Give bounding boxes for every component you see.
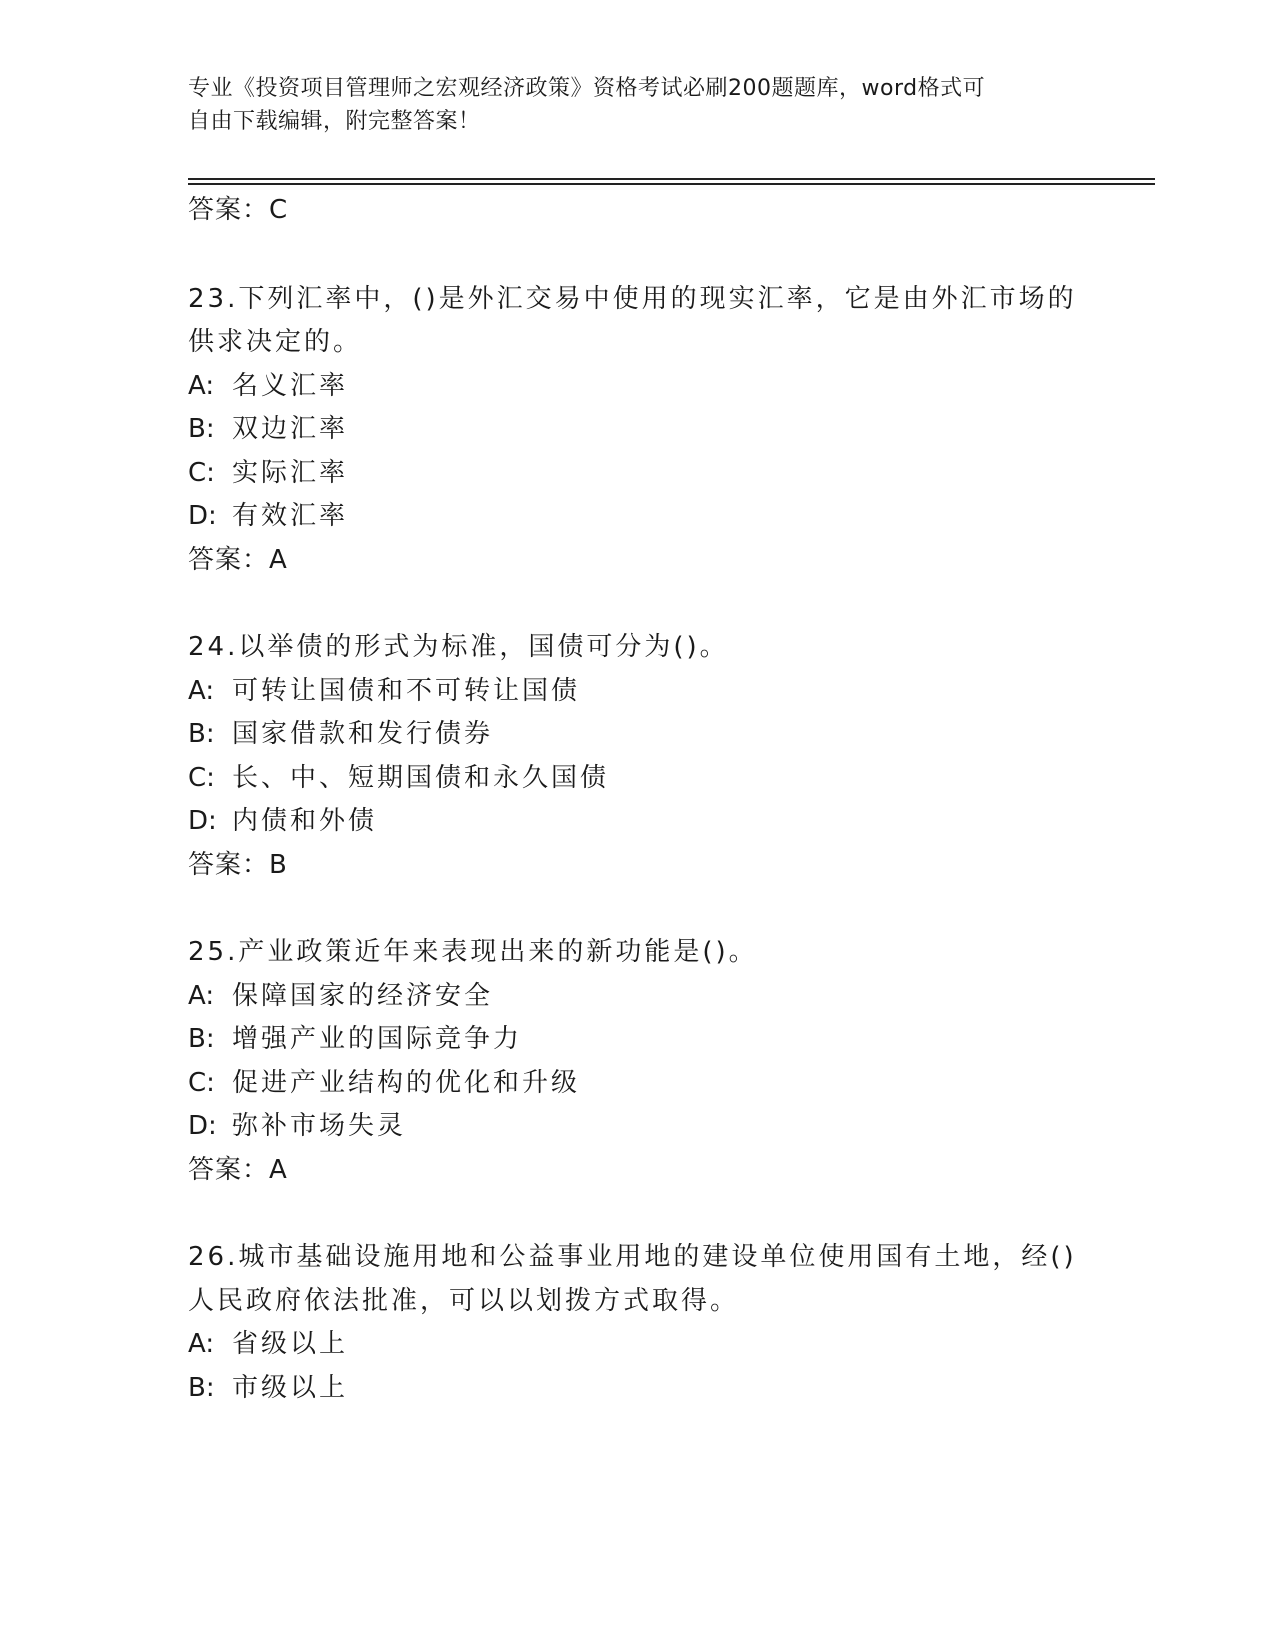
question-24-option-a: [188, 673, 580, 709]
option-letter: B:: [188, 719, 215, 749]
option-letter: C:: [188, 763, 215, 793]
option-letter: B:: [188, 1373, 215, 1403]
option-text: 内债和外债: [232, 806, 378, 836]
question-26-stem-line-2: 人民政府依法批准，可以以划拨方式取得。: [188, 1286, 740, 1316]
header-line-1: 专业《投资项目管理师之宏观经济政策》资格考试必刷200题题库，word格式可: [188, 76, 986, 101]
question-25-stem-line-1: 25.产业政策近年来表现出来的新功能是()。: [188, 937, 758, 967]
option-text: 市级以上: [232, 1373, 349, 1403]
question-26-option-a: [188, 1326, 348, 1362]
question-25-option-b: [188, 1021, 522, 1057]
question-25-answer: 答案：A: [188, 1155, 288, 1185]
header-line-2: 自由下载编辑，附完整答案！: [188, 109, 481, 134]
question-25-option-a: [188, 978, 493, 1014]
question-23-option-a: [188, 368, 348, 404]
option-text: 可转让国债和不可转让国债: [232, 676, 581, 706]
option-letter: A:: [188, 371, 215, 401]
question-23-option-b: [188, 411, 348, 447]
option-letter: A:: [188, 1329, 215, 1359]
question-24-option-b: [188, 716, 493, 752]
question-23-option-c: [188, 455, 348, 491]
option-text: 实际汇率: [232, 458, 349, 488]
header-rule-top: [188, 178, 1155, 180]
option-letter: A:: [188, 981, 215, 1011]
question-26-option-b: [188, 1370, 348, 1406]
question-23-answer: 答案：A: [188, 545, 288, 575]
question-23-stem-line-2: 供求决定的。: [188, 327, 363, 357]
option-text: 省级以上: [232, 1329, 349, 1359]
option-text: 名义汇率: [232, 371, 349, 401]
question-25-option-d: [188, 1108, 406, 1144]
option-letter: D:: [188, 806, 217, 836]
question-24-option-d: [188, 803, 377, 839]
option-text: 增强产业的国际竞争力: [232, 1024, 523, 1054]
question-24-answer: 答案：B: [188, 850, 288, 880]
option-letter: D:: [188, 501, 217, 531]
question-25-option-c: [188, 1065, 580, 1101]
option-letter: A:: [188, 676, 215, 706]
option-letter: B:: [188, 1024, 215, 1054]
option-text: 国家借款和发行债券: [232, 719, 494, 749]
previous-answer: 答案：C: [188, 195, 289, 225]
option-text: 促进产业结构的优化和升级: [232, 1068, 581, 1098]
question-23-stem-line-1: 23.下列汇率中，()是外汇交易中使用的现实汇率，它是由外汇市场的: [188, 284, 1077, 314]
option-letter: D:: [188, 1111, 217, 1141]
header-rule-bottom: [188, 183, 1155, 185]
question-26-stem-line-1: 26.城市基础设施用地和公益事业用地的建设单位使用国有土地，经(): [188, 1242, 1077, 1272]
question-24-stem-line-1: 24.以举债的形式为标准，国债可分为()。: [188, 632, 729, 662]
option-text: 保障国家的经济安全: [232, 981, 494, 1011]
option-letter: C:: [188, 458, 215, 488]
option-text: 长、中、短期国债和永久国债: [232, 763, 610, 793]
question-23-option-d: [188, 498, 348, 534]
option-letter: C:: [188, 1068, 215, 1098]
document-header: [188, 72, 1068, 138]
question-24-option-c: [188, 760, 609, 796]
option-text: 弥补市场失灵: [232, 1111, 407, 1141]
option-text: 双边汇率: [232, 414, 349, 444]
option-text: 有效汇率: [232, 501, 349, 531]
option-letter: B:: [188, 414, 215, 444]
